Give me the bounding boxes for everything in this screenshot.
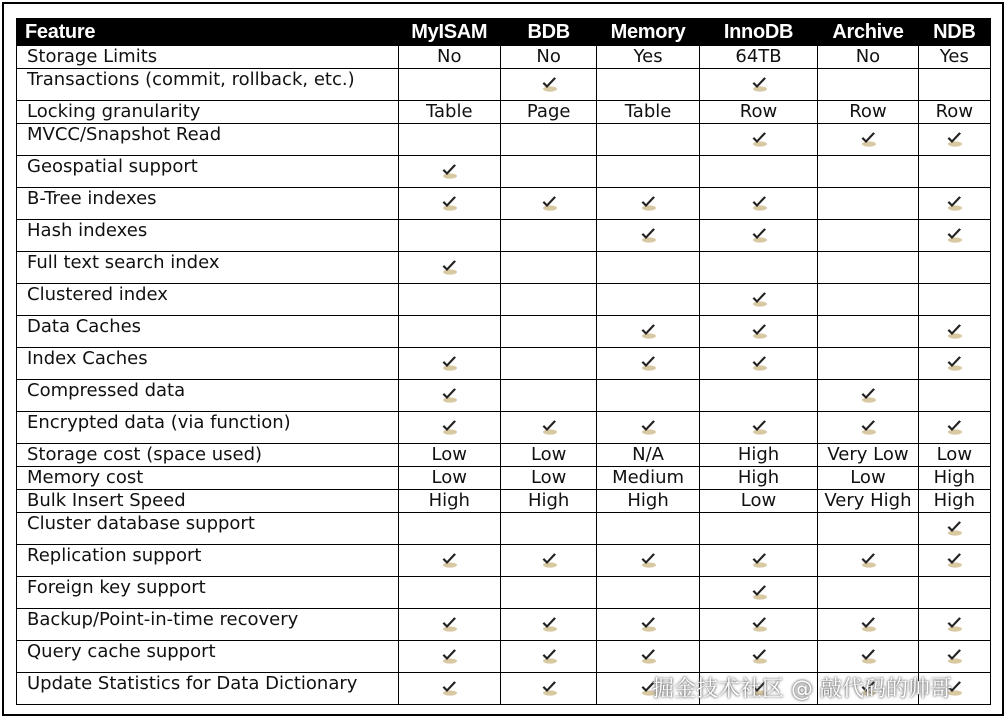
cell-archive-supported (818, 412, 918, 444)
feature-name: Data Caches (17, 316, 399, 348)
cell-memory-supported (597, 220, 699, 252)
table-row (17, 348, 991, 380)
checkmark-icon (944, 129, 964, 149)
checkmark-icon (638, 550, 658, 570)
cell-memory-supported (597, 348, 699, 380)
feature-name: Foreign key support (17, 577, 399, 609)
cell-bdb-empty (500, 513, 596, 545)
cell-ndb-supported (918, 641, 990, 673)
table-row (17, 412, 991, 444)
cell-bdb-empty (500, 220, 596, 252)
cell-innodb-supported (699, 124, 817, 156)
cell-archive-value: Row (818, 101, 918, 124)
cell-myisam-value: Table (398, 101, 500, 124)
checkmark-icon (539, 646, 559, 666)
cell-myisam-supported (398, 545, 500, 577)
cell-memory-empty (597, 577, 699, 609)
checkmark-icon (858, 129, 878, 149)
checkmark-icon (439, 614, 459, 634)
table-row (17, 156, 991, 188)
cell-bdb-empty (500, 348, 596, 380)
cell-memory-supported (597, 641, 699, 673)
feature-name: Full text search index (17, 252, 399, 284)
cell-bdb-value: High (500, 490, 596, 513)
checkmark-icon (749, 646, 769, 666)
cell-bdb-empty (500, 156, 596, 188)
cell-myisam-empty (398, 577, 500, 609)
table-row (17, 316, 991, 348)
cell-archive-value: Very High (818, 490, 918, 513)
checkmark-icon (749, 353, 769, 373)
cell-ndb-empty (918, 69, 990, 101)
checkmark-icon (944, 614, 964, 634)
feature-name: MVCC/Snapshot Read (17, 124, 399, 156)
cell-innodb-supported (699, 188, 817, 220)
cell-bdb-value: No (500, 46, 596, 69)
watermark: 掘金技术社区 @ 敲代码的帅哥 (652, 677, 952, 702)
checkmark-icon (539, 678, 559, 698)
table-row (17, 545, 991, 577)
cell-myisam-supported (398, 380, 500, 412)
cell-innodb-supported (699, 545, 817, 577)
checkmark-icon (439, 550, 459, 570)
cell-archive-empty (818, 284, 918, 316)
cell-archive-supported (818, 609, 918, 641)
cell-archive-empty (818, 252, 918, 284)
cell-innodb-supported (699, 641, 817, 673)
cell-innodb-empty (699, 252, 817, 284)
cell-bdb-empty (500, 577, 596, 609)
cell-myisam-value: High (398, 490, 500, 513)
cell-innodb-value: Low (699, 490, 817, 513)
cell-bdb-empty (500, 380, 596, 412)
cell-memory-empty (597, 284, 699, 316)
cell-bdb-supported (500, 673, 596, 705)
cell-myisam-supported (398, 609, 500, 641)
checkmark-icon (439, 646, 459, 666)
checkmark-icon (858, 417, 878, 437)
cell-archive-supported (818, 545, 918, 577)
table-body (17, 46, 991, 705)
cell-myisam-empty (398, 316, 500, 348)
cell-myisam-value: No (398, 46, 500, 69)
cell-archive-empty (818, 69, 918, 101)
cell-ndb-value: High (918, 490, 990, 513)
feature-name: Encrypted data (via function) (17, 412, 399, 444)
cell-ndb-supported (918, 220, 990, 252)
cell-archive-supported (818, 380, 918, 412)
checkmark-icon (944, 321, 964, 341)
checkmark-icon (539, 193, 559, 213)
cell-archive-supported (818, 124, 918, 156)
table-row (17, 220, 991, 252)
checkmark-icon (439, 678, 459, 698)
table-row (17, 513, 991, 545)
checkmark-icon (638, 321, 658, 341)
feature-name: Query cache support (17, 641, 399, 673)
cell-myisam-empty (398, 513, 500, 545)
cell-myisam-supported (398, 412, 500, 444)
checkmark-icon (749, 321, 769, 341)
cell-ndb-empty (918, 577, 990, 609)
feature-name: Hash indexes (17, 220, 399, 252)
cell-innodb-supported (699, 284, 817, 316)
cell-ndb-supported (918, 609, 990, 641)
table-row (17, 609, 991, 641)
cell-ndb-value: Yes (918, 46, 990, 69)
storage-engine-comparison-table (16, 18, 991, 705)
cell-myisam-supported (398, 673, 500, 705)
cell-archive-value: Low (818, 467, 918, 490)
cell-innodb-empty (699, 156, 817, 188)
cell-myisam-empty (398, 124, 500, 156)
cell-bdb-value: Low (500, 444, 596, 467)
checkmark-icon (439, 161, 459, 181)
checkmark-icon (638, 353, 658, 373)
header-feature: Feature (17, 19, 399, 46)
table-row (17, 577, 991, 609)
header-innodb: InnoDB (699, 19, 817, 46)
checkmark-icon (539, 550, 559, 570)
cell-bdb-supported (500, 69, 596, 101)
checkmark-icon (749, 550, 769, 570)
checkmark-icon (439, 385, 459, 405)
feature-name: Cluster database support (17, 513, 399, 545)
cell-bdb-empty (500, 316, 596, 348)
checkmark-icon (749, 417, 769, 437)
checkmark-icon (749, 129, 769, 149)
checkmark-icon (749, 225, 769, 245)
checkmark-icon (944, 550, 964, 570)
checkmark-icon (638, 193, 658, 213)
cell-bdb-empty (500, 284, 596, 316)
checkmark-icon (539, 614, 559, 634)
cell-myisam-value: Low (398, 444, 500, 467)
feature-name: B-Tree indexes (17, 188, 399, 220)
checkmark-icon (439, 193, 459, 213)
checkmark-icon (749, 614, 769, 634)
cell-innodb-supported (699, 316, 817, 348)
checkmark-icon (539, 417, 559, 437)
header-archive: Archive (818, 19, 918, 46)
cell-myisam-supported (398, 641, 500, 673)
table-row (17, 101, 991, 124)
cell-myisam-supported (398, 188, 500, 220)
checkmark-icon (944, 518, 964, 538)
header-ndb: NDB (918, 19, 990, 46)
cell-ndb-empty (918, 284, 990, 316)
cell-archive-value: No (818, 46, 918, 69)
cell-memory-supported (597, 609, 699, 641)
feature-name: Update Statistics for Data Dictionary (17, 673, 399, 705)
table-row (17, 641, 991, 673)
feature-name: Replication support (17, 545, 399, 577)
checkmark-icon (439, 257, 459, 277)
checkmark-icon (858, 550, 878, 570)
feature-name: Compressed data (17, 380, 399, 412)
cell-innodb-supported (699, 348, 817, 380)
checkmark-icon (944, 646, 964, 666)
table-row (17, 188, 991, 220)
cell-ndb-supported (918, 412, 990, 444)
cell-archive-value: Very Low (818, 444, 918, 467)
cell-memory-value: Table (597, 101, 699, 124)
feature-name: Storage cost (space used) (17, 444, 399, 467)
checkmark-icon (858, 614, 878, 634)
cell-innodb-value: High (699, 444, 817, 467)
cell-memory-empty (597, 252, 699, 284)
checkmark-icon (638, 646, 658, 666)
table-row (17, 252, 991, 284)
checkmark-icon (439, 353, 459, 373)
cell-innodb-empty (699, 380, 817, 412)
cell-memory-empty (597, 69, 699, 101)
cell-innodb-supported (699, 69, 817, 101)
cell-myisam-empty (398, 284, 500, 316)
checkmark-icon (749, 289, 769, 309)
cell-memory-supported (597, 188, 699, 220)
cell-ndb-empty (918, 156, 990, 188)
cell-innodb-empty (699, 513, 817, 545)
cell-innodb-supported (699, 220, 817, 252)
cell-memory-supported (597, 412, 699, 444)
cell-bdb-supported (500, 412, 596, 444)
feature-name: Transactions (commit, rollback, etc.) (17, 69, 399, 101)
cell-memory-value: Yes (597, 46, 699, 69)
cell-innodb-supported (699, 609, 817, 641)
cell-ndb-empty (918, 252, 990, 284)
cell-archive-empty (818, 513, 918, 545)
cell-ndb-supported (918, 124, 990, 156)
table-row (17, 46, 991, 69)
table-row (17, 380, 991, 412)
checkmark-icon (944, 225, 964, 245)
table-row (17, 467, 991, 490)
feature-name: Storage Limits (17, 46, 399, 69)
feature-name: Clustered index (17, 284, 399, 316)
cell-archive-empty (818, 348, 918, 380)
cell-ndb-supported (918, 545, 990, 577)
cell-bdb-value: Low (500, 467, 596, 490)
checkmark-icon (749, 582, 769, 602)
header-bdb: BDB (500, 19, 596, 46)
feature-name: Geospatial support (17, 156, 399, 188)
header-memory: Memory (597, 19, 699, 46)
table-header (17, 19, 991, 46)
checkmark-icon (638, 614, 658, 634)
cell-bdb-empty (500, 124, 596, 156)
table-row (17, 444, 991, 467)
checkmark-icon (539, 74, 559, 94)
feature-name: Index Caches (17, 348, 399, 380)
checkmark-icon (858, 385, 878, 405)
cell-ndb-empty (918, 380, 990, 412)
cell-ndb-supported (918, 513, 990, 545)
cell-memory-empty (597, 124, 699, 156)
cell-ndb-supported (918, 316, 990, 348)
checkmark-icon (749, 74, 769, 94)
cell-ndb-supported (918, 188, 990, 220)
cell-bdb-supported (500, 188, 596, 220)
cell-myisam-supported (398, 348, 500, 380)
cell-myisam-empty (398, 69, 500, 101)
cell-ndb-value: Row (918, 101, 990, 124)
cell-memory-value: Medium (597, 467, 699, 490)
cell-memory-empty (597, 380, 699, 412)
cell-archive-supported (818, 641, 918, 673)
cell-archive-empty (818, 577, 918, 609)
checkmark-icon (944, 193, 964, 213)
cell-archive-empty (818, 316, 918, 348)
cell-bdb-supported (500, 545, 596, 577)
feature-name: Bulk Insert Speed (17, 490, 399, 513)
cell-bdb-value: Page (500, 101, 596, 124)
cell-memory-supported (597, 545, 699, 577)
header-myisam: MyISAM (398, 19, 500, 46)
feature-name: Locking granularity (17, 101, 399, 124)
cell-innodb-supported (699, 577, 817, 609)
cell-ndb-value: Low (918, 444, 990, 467)
cell-myisam-supported (398, 252, 500, 284)
cell-memory-value: High (597, 490, 699, 513)
table-row (17, 284, 991, 316)
cell-memory-empty (597, 156, 699, 188)
cell-memory-supported (597, 316, 699, 348)
cell-innodb-value: Row (699, 101, 817, 124)
cell-myisam-empty (398, 220, 500, 252)
checkmark-icon (858, 646, 878, 666)
cell-archive-empty (818, 156, 918, 188)
cell-archive-empty (818, 188, 918, 220)
cell-myisam-value: Low (398, 467, 500, 490)
cell-bdb-empty (500, 252, 596, 284)
cell-archive-empty (818, 220, 918, 252)
feature-name: Memory cost (17, 467, 399, 490)
header-row (17, 19, 991, 46)
cell-innodb-value: 64TB (699, 46, 817, 69)
cell-memory-value: N/A (597, 444, 699, 467)
cell-ndb-supported (918, 348, 990, 380)
checkmark-icon (944, 353, 964, 373)
cell-bdb-supported (500, 609, 596, 641)
checkmark-icon (638, 417, 658, 437)
checkmark-icon (638, 225, 658, 245)
table-row (17, 490, 991, 513)
cell-innodb-value: High (699, 467, 817, 490)
table-row (17, 124, 991, 156)
checkmark-icon (749, 193, 769, 213)
cell-myisam-supported (398, 156, 500, 188)
cell-innodb-supported (699, 412, 817, 444)
checkmark-icon (439, 417, 459, 437)
cell-bdb-supported (500, 641, 596, 673)
table-row (17, 69, 991, 101)
feature-name: Backup/Point-in-time recovery (17, 609, 399, 641)
cell-ndb-value: High (918, 467, 990, 490)
checkmark-icon (944, 417, 964, 437)
cell-memory-empty (597, 513, 699, 545)
